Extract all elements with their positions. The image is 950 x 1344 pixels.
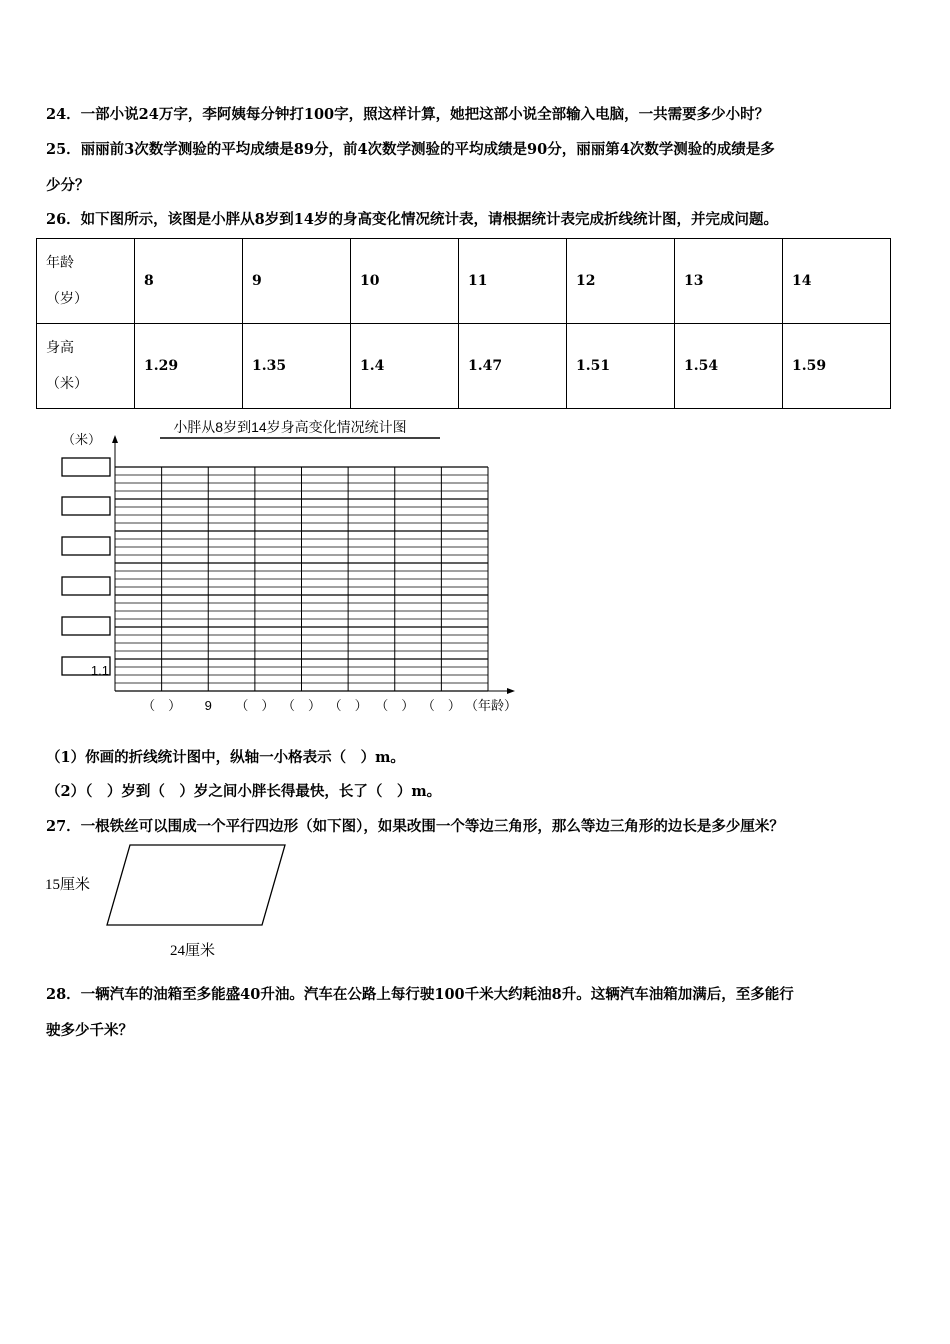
y-box-label: 1.1 — [90, 663, 109, 678]
x-tick-label: （ ） — [281, 698, 322, 713]
header-unit: （岁） — [46, 291, 88, 307]
table-cell: 1.35 — [243, 324, 351, 409]
chart-title: 小胖从8岁到14岁身高变化情况统计图 — [173, 419, 407, 435]
question-25-line1: 25．丽丽前3次数学测验的平均成绩是89分，前4次数学测验的平均成绩是90分，丽丽第4次数学测验的成绩是多 — [46, 141, 775, 158]
table-cell: 1.29 — [135, 324, 243, 409]
parallelogram — [107, 845, 285, 925]
table-cell: 1.4 — [351, 324, 459, 409]
y-value-box[interactable] — [62, 617, 110, 635]
x-axis-arrow-icon — [507, 688, 515, 694]
table-row — [37, 239, 891, 324]
x-tick-label: （ ） — [421, 698, 461, 713]
side-length-label: 15厘米 — [45, 877, 91, 893]
table-cell: 9 — [243, 239, 351, 324]
question-26-part2: （2）（ ）岁到（ ）岁之间小胖长得最快，长了（ ）m。 — [46, 783, 442, 800]
x-tick-label: （ ） — [235, 698, 275, 713]
x-axis-unit: （年龄） — [465, 698, 518, 713]
question-28-line2: 驶多少千米？ — [46, 1022, 133, 1039]
table-cell: 11 — [459, 239, 567, 324]
question-27: 27．一根铁丝可以围成一个平行四边形（如下图），如果改围一个等边三角形，那么等边三角形的边长是多少厘米？ — [46, 818, 784, 835]
x-tick-label: （ ） — [328, 698, 368, 713]
header-unit: （米） — [46, 376, 88, 392]
question-26: 26．如下图所示，该图是小胖从8岁到14岁的身高变化情况统计表，请根据统计表完成折线统计图，并完成问题。 — [46, 211, 778, 228]
height-table — [36, 238, 891, 409]
y-value-box[interactable] — [62, 497, 110, 515]
table-cell: 12 — [567, 239, 675, 324]
y-value-box[interactable] — [62, 577, 110, 595]
parallelogram-figure — [40, 838, 300, 963]
table-cell: 1.51 — [567, 324, 675, 409]
table-row — [37, 324, 891, 409]
table-cell: 13 — [675, 239, 783, 324]
question-25-line2: 少分？ — [46, 177, 90, 194]
header-label: 年龄 — [46, 255, 74, 271]
table-cell: 1.54 — [675, 324, 783, 409]
table-cell: 10 — [351, 239, 459, 324]
table-cell: 1.59 — [783, 324, 891, 409]
x-tick-label: （ ） — [375, 698, 415, 713]
question-24: 24．一部小说24万字，李阿姨每分钟打100字，照这样计算，她把这部小说全部输入电脑，一共需要多少小时？ — [46, 106, 770, 123]
y-value-box[interactable] — [62, 537, 110, 555]
y-axis-unit: （米） — [62, 432, 102, 447]
table-cell: 14 — [783, 239, 891, 324]
x-tick-label: （ ） — [142, 698, 182, 713]
y-value-box[interactable] — [62, 458, 110, 476]
chart-grid — [115, 467, 488, 691]
base-length-label: 24厘米 — [170, 943, 216, 959]
header-label: 身高 — [46, 340, 74, 356]
table-cell: 1.47 — [459, 324, 567, 409]
y-axis-arrow-icon — [112, 435, 118, 443]
table-cell: 8 — [135, 239, 243, 324]
question-28-line1: 28．一辆汽车的油箱至多能盛40升油。汽车在公路上每行驶100千米大约耗油8升。这辆汽车油箱加满后，至多能行 — [46, 986, 794, 1003]
x-tick-label: 9 — [204, 698, 212, 713]
blank-line-chart — [0, 410, 530, 720]
question-26-part1: （1）你画的折线统计图中，纵轴一小格表示（ ）m。 — [46, 749, 405, 766]
